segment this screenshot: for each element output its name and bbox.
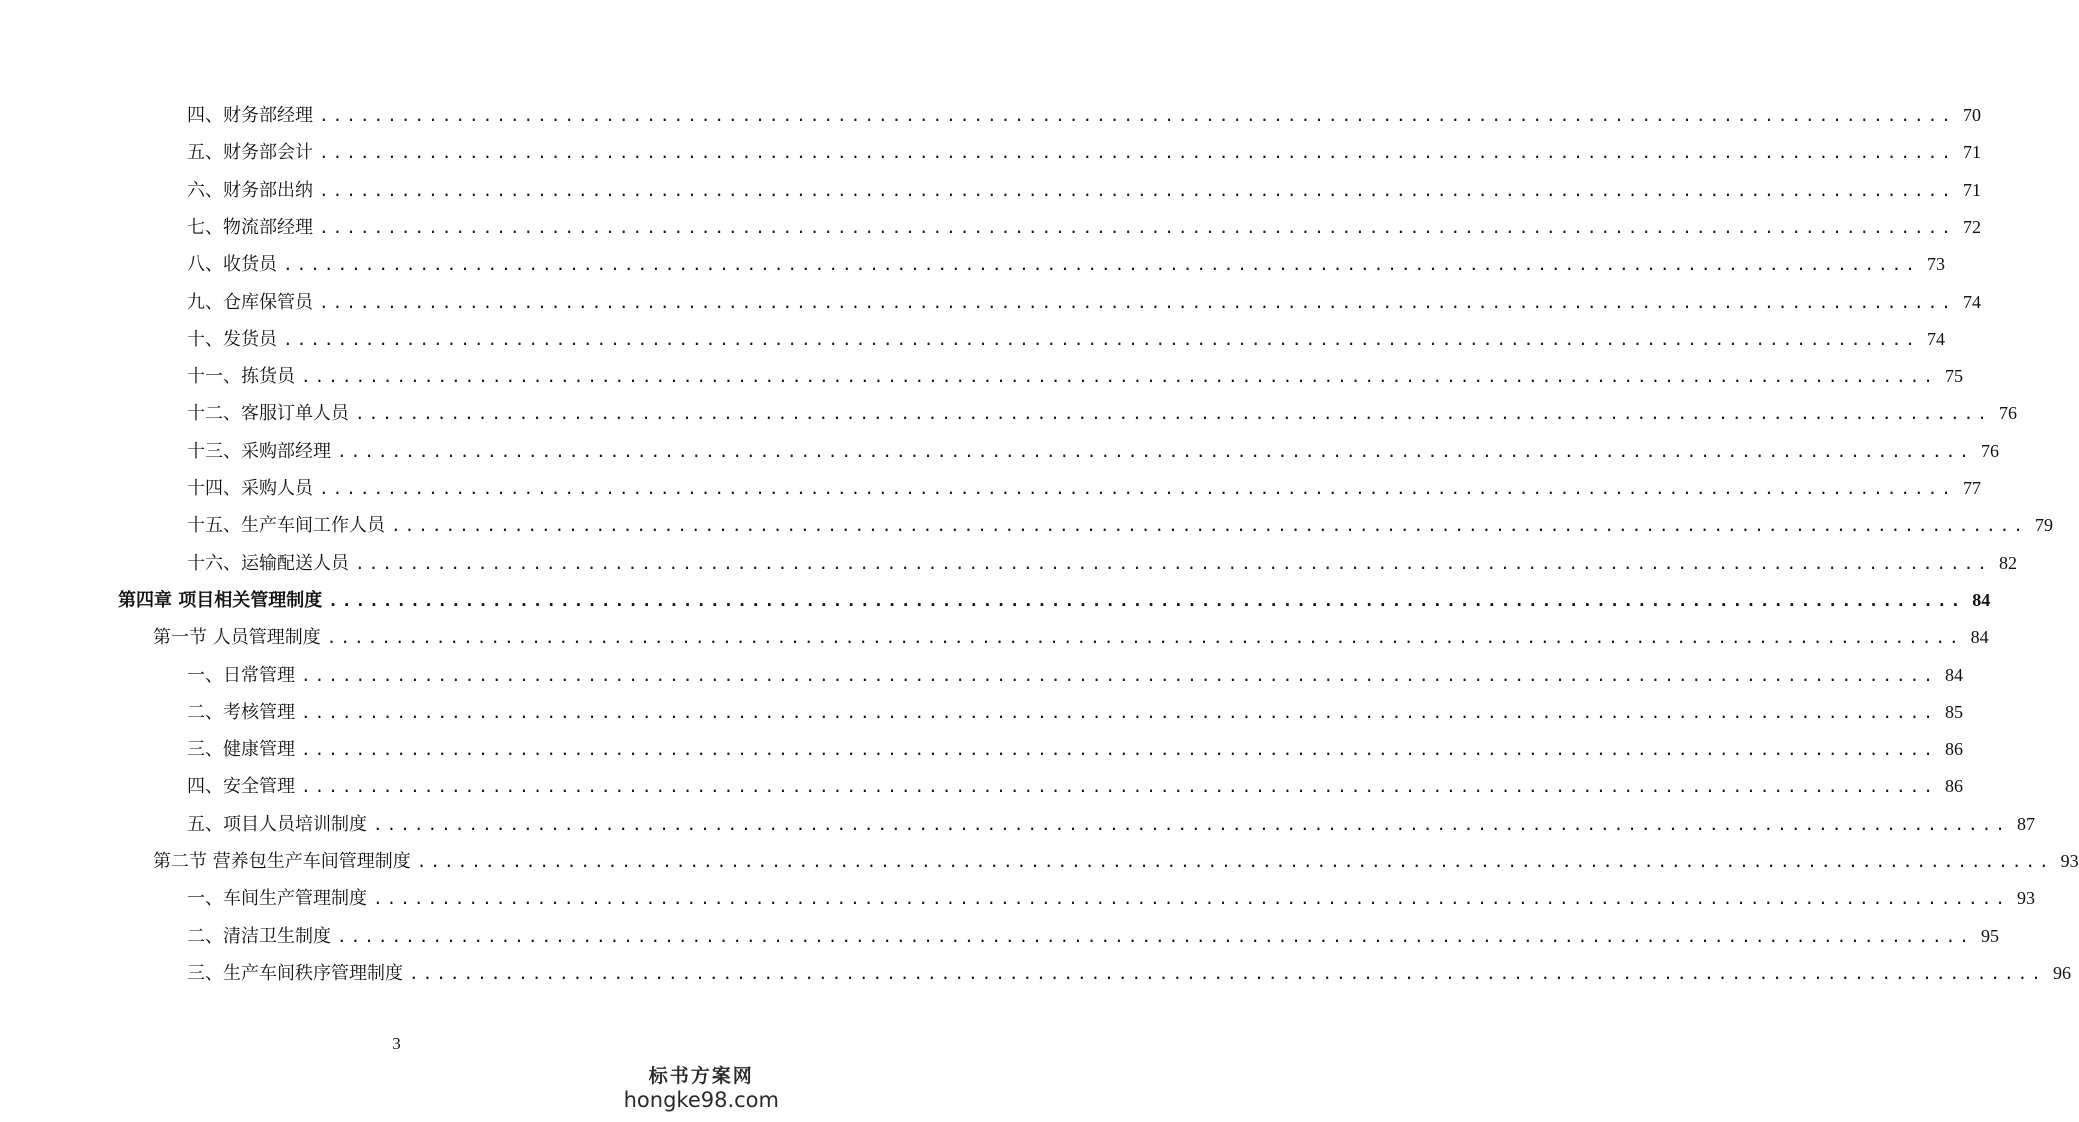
toc-entry-title: 第一节 人员管理制度 [153,627,321,648]
toc-entry-page: 70 [1962,105,1981,125]
toc-entry [187,212,1981,242]
toc-entry-page: 84 [1944,665,1963,685]
toc-entry-page: 82 [1998,553,2017,573]
toc-dot-leader: ........................................................................................................................ [301,666,1937,685]
toc-entry [187,324,1945,354]
toc-entry [187,697,1963,727]
toc-entry-page: 93 [2060,851,2079,871]
toc-entry-page: 71 [1962,142,1981,162]
toc-entry [187,287,1981,317]
toc-entry [187,249,1945,279]
toc-entry-title: 十三、采购部经理 [187,441,331,462]
toc-entry [187,361,1963,391]
toc-entry [187,175,1981,205]
toc-entry [187,771,1963,801]
toc-dot-leader: ........................................................................................................................ [326,628,1963,647]
toc-entry-title: 十五、生产车间工作人员 [187,515,385,536]
toc-dot-leader: ........................................................................................................................ [319,181,1955,200]
toc-dot-leader: ........................................................................................................................ [373,815,2009,834]
toc-entry [187,137,1981,167]
toc-entry-page: 79 [2034,515,2053,535]
toc-entry-title: 二、考核管理 [187,702,295,723]
toc-dot-leader: ........................................................................................................................ [301,367,1937,386]
toc-entry-title: 四、安全管理 [187,776,295,797]
toc-entry [187,436,1999,466]
toc-entry-page: 84 [1970,627,1989,647]
toc-entry [153,846,2079,876]
toc-entry [187,510,2053,540]
toc-entry-page: 96 [2052,963,2071,983]
toc-dot-leader: ........................................................................................................................ [283,330,1919,349]
toc-entry-title: 三、健康管理 [187,739,295,760]
toc-entry-page: 72 [1962,217,1981,237]
toc-entry-page: 74 [1962,292,1981,312]
toc-entry-page: 76 [1980,441,1999,461]
toc-entry-title: 五、项目人员培训制度 [187,814,367,835]
toc-dot-leader: ........................................................................................................................ [409,964,2045,983]
toc-entry-title: 第四章 项目相关管理制度 [118,590,323,611]
toc-entry-title: 十二、客服订单人员 [187,403,349,424]
toc-dot-leader: ........................................................................................................................ [319,106,1955,125]
toc-entry [187,883,2035,913]
toc-entry-page: 77 [1962,478,1981,498]
toc-entry-page: 84 [1972,590,1991,610]
toc-entry [187,660,1963,690]
toc-entry-title: 第二节 营养包生产车间管理制度 [153,851,411,872]
toc-dot-leader: ........................................................................................................................ [355,554,1991,573]
toc-entry-page: 93 [2016,888,2035,908]
watermark-chinese: 标书方案网 [648,1065,754,1087]
toc-dot-leader: ........................................................................................................................ [355,404,1991,423]
toc-entry-page: 71 [1962,180,1981,200]
toc-dot-leader: ........................................................................................................................ [319,143,1955,162]
toc-dot-leader: ........................................................................................................................ [373,889,2009,908]
toc-dot-leader: ........................................................................................................................ [319,293,1955,312]
toc-dot-leader: ........................................................................................................................ [337,442,1973,461]
toc-entry-page: 73 [1926,254,1945,274]
toc-entry-page: 86 [1944,776,1963,796]
toc-dot-leader: ........................................................................................................................ [319,218,1955,237]
toc-entry [187,809,2035,839]
page-number: 3 [392,1034,401,1053]
toc-entry [187,734,1963,764]
toc-entry-title: 八、收货员 [187,254,277,275]
toc-entry-page: 75 [1944,366,1963,386]
toc-entry-title: 十六、运输配送人员 [187,553,349,574]
toc-entry [187,958,2071,988]
toc-entry-page: 87 [2016,814,2035,834]
toc-entry-page: 95 [1980,926,1999,946]
toc-entry [187,548,2017,578]
toc-entry-title: 六、财务部出纳 [187,180,313,201]
toc-entry [187,100,1981,130]
toc-dot-leader: ........................................................................................................................ [337,927,1973,946]
toc-dot-leader: ........................................................................................................................ [301,703,1937,722]
toc-entry-page: 85 [1944,702,1963,722]
toc-entry [118,585,1991,615]
toc-entry [187,921,1999,951]
toc-entry-page: 74 [1926,329,1945,349]
toc-entry [187,473,1981,503]
toc-dot-leader: ........................................................................................................................ [301,740,1937,759]
toc-dot-leader: ........................................................................................................................ [283,255,1919,274]
toc-entry-title: 二、清洁卫生制度 [187,926,331,947]
toc-entry-title: 七、物流部经理 [187,217,313,238]
toc-entry [153,622,1989,652]
toc-entry-title: 十一、拣货员 [187,366,295,387]
toc-dot-leader: ........................................................................................................................ [328,591,1965,610]
toc-dot-leader: ........................................................................................................................ [319,479,1955,498]
toc-entry-title: 九、仓库保管员 [187,292,313,313]
toc-dot-leader: ........................................................................................................................ [301,777,1937,796]
toc-entry-title: 十四、采购人员 [187,478,313,499]
toc-dot-leader: ........................................................................................................................ [391,516,2027,535]
toc-entry-title: 一、车间生产管理制度 [187,888,367,909]
watermark [624,1064,779,1112]
watermark-url: hongke98.com [623,1088,779,1112]
toc-entry-page: 86 [1944,739,1963,759]
toc-entry-title: 四、财务部经理 [187,105,313,126]
toc-entry-title: 十、发货员 [187,329,277,350]
toc-entry-page: 76 [1998,403,2017,423]
toc-entry-title: 一、日常管理 [187,665,295,686]
toc-dot-leader: ........................................................................................................................ [416,852,2053,871]
toc-entry-title: 三、生产车间秩序管理制度 [187,963,403,984]
toc-entry-title: 五、财务部会计 [187,142,313,163]
toc-entry [187,398,2017,428]
